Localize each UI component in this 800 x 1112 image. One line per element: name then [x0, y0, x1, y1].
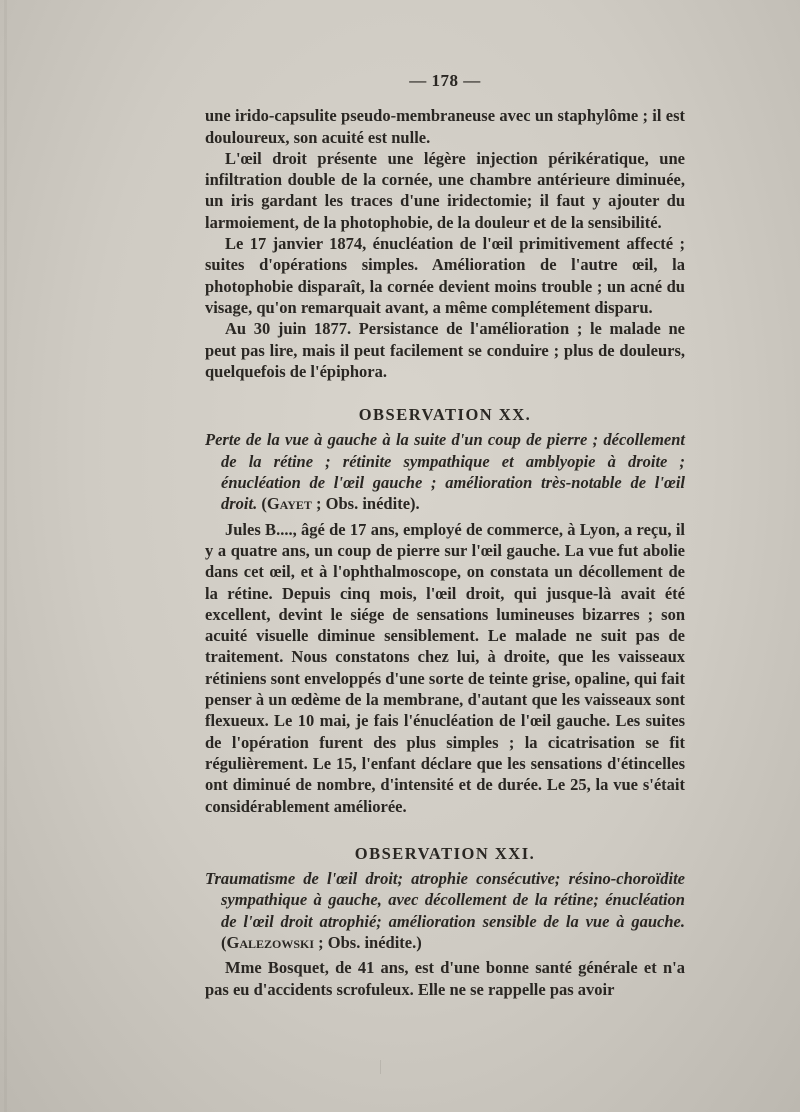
observation-20-title — [205, 429, 685, 514]
text-column — [205, 62, 685, 1000]
paragraph-followup: Au 30 juin 1877. Persistance de l'amélioration ; le malade ne peut pas lire, mais il peut facilement se conduire ; plus de douleurs, quelquefois de l'épiphora. — [205, 319, 685, 381]
source-close: ; Obs. inédite). — [311, 494, 420, 514]
stray-mark — [380, 1060, 381, 1074]
source-open: ( — [261, 494, 267, 514]
observation-20-author: Gayet — [266, 494, 312, 514]
observation-21-title — [205, 868, 685, 953]
observation-21-author: Galezowski — [226, 932, 315, 952]
paragraph-enucleation: Le 17 janvier 1874, énucléation de l'œil primitivement affecté ; suites d'opérations simples. Amélioration de l'autre œil, la photophobie disparaît, la cornée devient moins trouble ; un acné du visage, qu'on remarquait avant, a même complétement disparu. — [205, 234, 685, 317]
observation-20-title-text: Perte de la vue à gauche à la suite d'un coup de pierre ; décollement de la rétine ; rétinite sympathique et amblyopie à droite ; énucléation de l'œil gauche ; amélioration très-notable de l'œil droit. — [205, 430, 685, 514]
paragraph-continuation: une irido-capsulite pseudo-membraneuse avec un staphylôme ; il est douloureux, son acuité est nulle. — [205, 106, 685, 147]
observation-21-heading: OBSERVATION XXI. — [354, 843, 536, 863]
observation-20-source — [261, 494, 419, 513]
paragraph-right-eye: L'œil droit présente une légère injection périkératique, une infiltration double de la cornée, une chambre antérieure diminuée, un iris gardant les traces d'une iridectomie; il faut y ajouter du larmoiement, de la photophobie, de la douleur et de la sensibilité. — [205, 148, 685, 232]
page-edge-shadow — [4, 0, 7, 1112]
source-close: ; Obs. inédite.) — [314, 932, 422, 952]
observation-20-body: Jules B...., âgé de 17 ans, employé de commerce, à Lyon, a reçu, il y a quatre ans, un coup de pierre sur l'œil gauche. La vue fut abolie dans cet œil, et à l'ophthalmoscope, on constata un décollement de la rétine. Depuis cinq mois, l'œil droit, qui jusque-là avait été excellent, devint le siége de sensations lumineuses bizarres ; son acuité visuelle diminue sensiblement. Le malade ne suit pas de traitement. Nous constatons chez lui, à droite, que les vaisseaux rétiniens sont enveloppés d'une sorte de teinte grise, opaline, qui fait penser à un œdème de la membrane, d'autant que les vaisseaux sont flexueux. Le 10 mai, je fais l'énucléation de l'œil gauche. Les suites de l'opération furent des plus simples ; la cicatrisation se fit régulièrement. Le 15, l'enfant déclare que les sensations d'étincelles ont diminué de nombre, d'intensité et de durée. Le 25, la vue s'était considérablement améliorée. — [205, 519, 685, 816]
observation-21-title-text: Traumatisme de l'œil droit; atrophie consécutive; résino-choroïdite sympathique à gauche, avec décollement de la rétine; énucléation de l'œil droit atrophié; amélioration sensible de la vue à gauche. — [205, 869, 685, 931]
observation-21-source — [221, 933, 422, 952]
page-number: — 178 — — [409, 71, 481, 90]
source-open: ( — [221, 932, 227, 952]
observation-21-body: Mme Bosquet, de 41 ans, est d'une bonne santé générale et n'a pas eu d'accidents scrofuleux. Elle ne se rappelle pas avoir — [205, 958, 685, 999]
observation-20-heading: OBSERVATION XX. — [358, 405, 532, 425]
